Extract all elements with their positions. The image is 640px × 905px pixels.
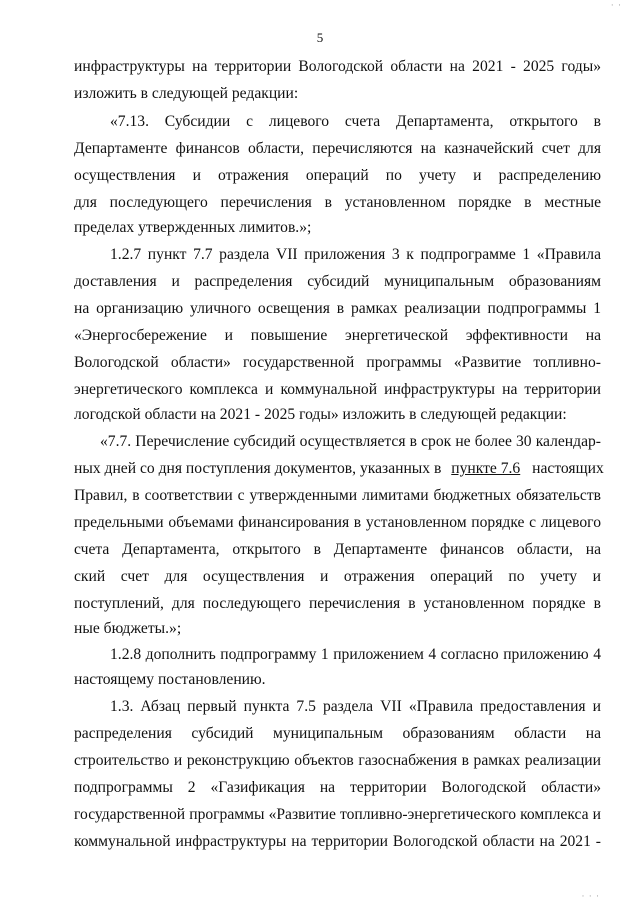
text-line: Правил, в соответствии с утвержденными лимитами бюджетных обязательств [74, 487, 601, 504]
text-line: инфраструктуры на территории Вологодской области на 2021 - 2025 годы» [74, 58, 601, 75]
text-line: подпрограммы 2 «Газификация на территории Вологодской области» [74, 779, 601, 796]
text-line: доставления и распределения субсидий муниципальным образованиям [74, 273, 601, 290]
text-segment: ных дней со дня поступления документов, указанных в [74, 460, 442, 477]
text-line: осуществления и отражения операций по учету и распределению [74, 167, 601, 184]
text-line: предельными объемами финансирования в установленном порядке с лицевого [74, 514, 601, 531]
text-line: распределения субсидий муниципальным образованиям области на [74, 725, 601, 742]
text-line: пределах утвержденных лимитов.»; [74, 219, 312, 236]
text-line: ский счет для осуществления и отражения операций по учету и [74, 568, 601, 585]
text-line: изложить в следующей редакции: [74, 85, 299, 102]
page-number: 5 [316, 30, 324, 45]
text-line: Департаменте финансов области, перечисляются на казначейский счет для [74, 140, 601, 157]
text-line: счета Департамента, открытого в Департаменте финансов области, на [74, 541, 601, 558]
text-line: «7.13. Субсидии с лицевого счета Департамента, открытого в [110, 113, 601, 130]
text-line [74, 459, 604, 479]
document-link-point-7-6[interactable]: пункте 7.6 [451, 460, 521, 477]
text-line: ные бюджеты.»; [74, 620, 182, 637]
text-line: 1.2.7 пункт 7.7 раздела VII приложения 3 к подпрограмме 1 «Правила [110, 246, 601, 263]
text-line: строительство и реконструкцию объектов газоснабжения в рамках реализации [74, 752, 601, 769]
text-line: на организацию уличного освещения в рамках реализации подпрограммы 1 [74, 300, 601, 317]
text-line: Вологодской области» государственной программы «Развитие топливно- [74, 354, 601, 371]
scan-artifact-bottom: · · · [581, 891, 600, 901]
text-line: «Энергосбережение и повышение энергетической эффективности на [74, 327, 601, 344]
text-line: «7.7. Перечисление субсидий осуществляется в срок не более 30 календар- [100, 433, 601, 450]
text-line: государственной программы «Развитие топливно-энергетического комплекса и [74, 806, 601, 823]
text-line: поступлений, для последующего перечисления в установленном порядке в [74, 595, 601, 612]
text-line: энергетического комплекса и коммунальной инфраструктуры на территории [74, 381, 601, 398]
text-line: 1.3. Абзац первый пункта 7.5 раздела VII «Правила предоставления и [110, 698, 601, 715]
text-line: настоящему постановлению. [74, 671, 266, 688]
text-line: коммунальной инфраструктуры на территории Вологодской области на 2021 - [74, 833, 601, 850]
text-line: 1.2.8 дополнить подпрограмму 1 приложением 4 согласно приложению 4 [110, 646, 601, 663]
text-line: для последующего перечисления в установленном порядке в местные [74, 194, 601, 211]
text-segment: настоящих [532, 460, 604, 477]
scan-artifact-top: · · [610, 0, 622, 10]
text-line: логодской области на 2021 - 2025 годы» изложить в следующей редакции: [74, 406, 567, 423]
